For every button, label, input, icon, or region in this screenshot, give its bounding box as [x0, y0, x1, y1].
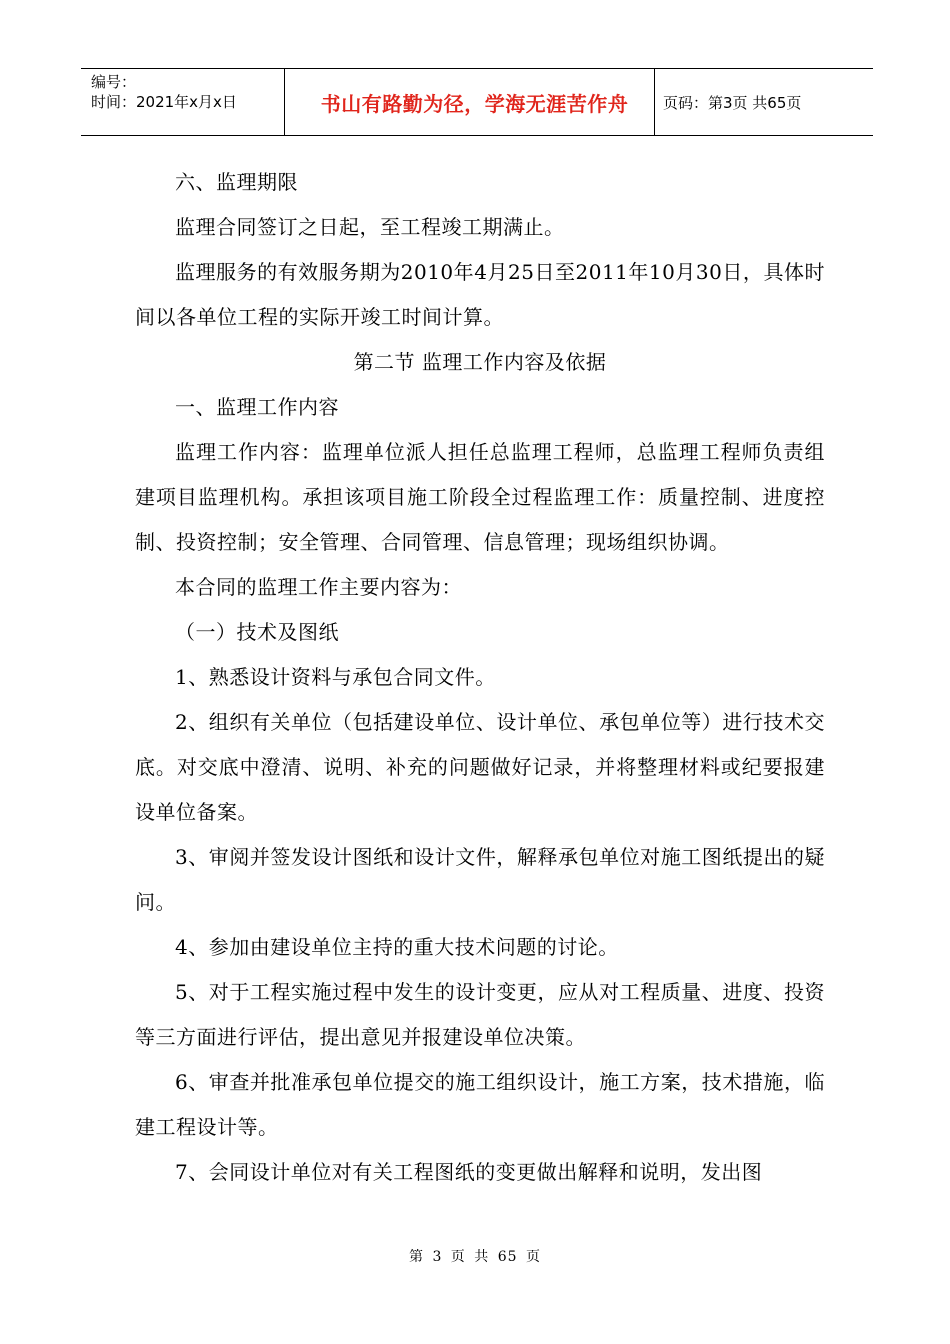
list-item-2: 2、组织有关单位（包括建设单位、设计单位、承包单位等）进行技术交底。对交底中澄清、说明、补充的问题做好记录，并将整理材料或纪要报建设单位备案。 [135, 710, 825, 824]
header-meta-cell [81, 69, 285, 135]
header-page-cell [655, 69, 873, 135]
list-item-4: 4、参加由建设单位主持的重大技术问题的讨论。 [175, 935, 619, 959]
header-page-info: 页码：第3页 共65页 [663, 93, 802, 112]
list-item-6: 6、审查并批准承包单位提交的施工组织设计，施工方案，技术措施，临建工程设计等。 [135, 1070, 825, 1139]
paragraph-term-start: 监理合同签订之日起，至工程竣工期满止。 [175, 215, 565, 239]
paragraph-term-period: 监理服务的有效服务期为2010年4月25日至2011年10月30日，具体时间以各单位工程的实际开竣工时间计算。 [135, 260, 825, 329]
page-header [81, 68, 873, 136]
header-motto-cell [285, 69, 655, 135]
section-heading-term: 六、监理期限 [175, 170, 298, 194]
section-title: 第二节 监理工作内容及依据 [353, 350, 607, 374]
list-item-7: 7、会同设计单位对有关工程图纸的变更做出解释和说明，发出图 [175, 1160, 763, 1184]
header-number-label: 编号： [91, 73, 137, 91]
paragraph-main-content-intro: 本合同的监理工作主要内容为： [175, 575, 462, 599]
list-item-3: 3、审阅并签发设计图纸和设计文件，解释承包单位对施工图纸提出的疑问。 [135, 845, 825, 914]
document-body [135, 160, 825, 1195]
header-time-label: 时间：2021年x月x日 [91, 93, 237, 111]
page-footer: 第 3 页 共 65 页 [409, 1249, 541, 1265]
subsection-heading-content: 一、监理工作内容 [175, 395, 339, 419]
list-item-1: 1、熟悉设计资料与承包合同文件。 [175, 665, 496, 689]
list-item-5: 5、对于工程实施过程中发生的设计变更，应从对工程质量、进度、投资等三方面进行评估，提出意见并报建设单位决策。 [135, 980, 825, 1049]
paragraph-work-content: 监理工作内容：监理单位派人担任总监理工程师，总监理工程师负责组建项目监理机构。承担该项目施工阶段全过程监理工作：质量控制、进度控制、投资控制；安全管理、合同管理、信息管理；现场组织协调。 [135, 440, 825, 554]
subheading-tech-drawings: （一）技术及图纸 [175, 620, 339, 644]
header-motto: 书山有路勤为径，学海无涯苦作舟 [320, 91, 629, 116]
